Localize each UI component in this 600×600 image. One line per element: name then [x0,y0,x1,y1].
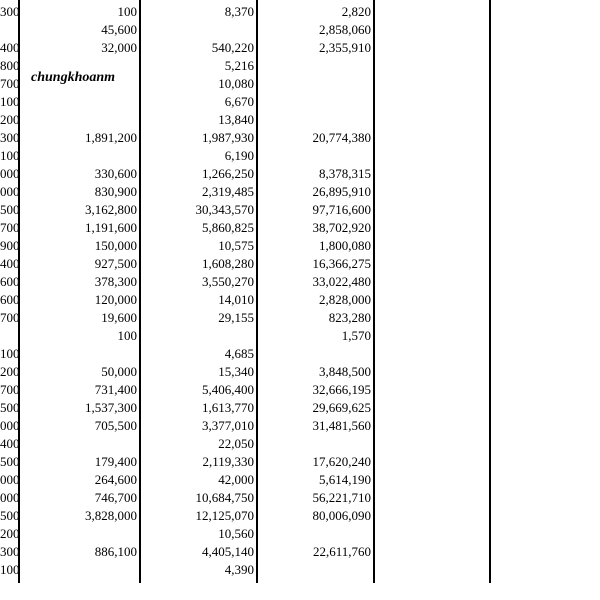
table-row [0,344,600,362]
table-cell: 500 [0,202,20,217]
table-cell: 16,366,275 [312,256,371,271]
table-cell: 100 [0,148,20,163]
table-cell: 1,537,300 [85,400,137,415]
table-cell: 264,600 [94,472,137,487]
table-cell: 2,828,000 [319,292,371,307]
table-cell: 97,716,600 [312,202,371,217]
table-row [0,146,600,164]
table-cell: 100 [0,94,20,109]
table-cell: 5,406,400 [202,382,254,397]
table-cell: 600 [0,274,20,289]
table-cell: 56,221,710 [312,490,371,505]
table-cell [270,112,371,128]
table-cell: 5,860,825 [202,220,254,235]
table-cell: 32,000 [101,40,137,55]
table-row [0,290,600,308]
table-cell: 1,191,600 [85,220,137,235]
table-cell: 700 [0,382,20,397]
table-cell: 17,620,240 [312,454,371,469]
table-cell: 20,774,380 [312,130,371,145]
table-cell [270,526,371,542]
table-row [0,362,600,380]
table-cell: 10,080 [218,76,254,91]
table-cell: 80,006,090 [312,508,371,523]
table-cell: 29,669,625 [312,400,371,415]
table-cell: 10,560 [218,526,254,541]
table-row [0,182,600,200]
table-cell [40,112,137,128]
table-cell: 5,216 [224,58,254,73]
table-row [0,308,600,326]
table-cell: 100 [117,4,137,19]
table-cell: 15,340 [218,364,254,379]
table-row [0,2,600,20]
table-cell: 5,614,190 [319,472,371,487]
table-cell: 600 [0,292,20,307]
watermark: chungkhoanm [31,70,116,85]
table-row [0,236,600,254]
table-cell [40,94,137,110]
table-cell [40,526,137,542]
table-cell [40,436,137,452]
table-cell: 830,900 [94,184,137,199]
table-cell: 800 [0,58,20,73]
table-cell [270,148,371,164]
table-cell: 2,319,485 [202,184,254,199]
table-cell [270,436,371,452]
table-row [0,200,600,218]
table-cell [270,562,371,578]
table-cell: 000 [0,490,20,505]
table-cell: 13,840 [218,112,254,127]
table-cell: 900 [0,238,20,253]
table-cell [40,148,137,164]
table-cell: 4,405,140 [202,544,254,559]
table-cell: 30,343,570 [195,202,254,217]
table-cell: 540,220 [211,40,254,55]
table-cell [270,58,371,74]
table-row [0,164,600,182]
table-cell: 200 [0,364,20,379]
table-cell: 500 [0,454,20,469]
table-cell: 33,022,480 [312,274,371,289]
table-cell: 1,266,250 [202,166,254,181]
table-row [0,452,600,470]
table-row [0,524,600,542]
table-row [0,506,600,524]
table-cell: 731,400 [94,382,137,397]
table-cell: 400 [0,256,20,271]
table-cell [0,328,17,344]
table-cell: 823,280 [328,310,371,325]
table-cell: 000 [0,184,20,199]
table-row [0,272,600,290]
table-cell: 200 [0,526,20,541]
table-cell: 3,377,010 [202,418,254,433]
table-cell: 1,987,930 [202,130,254,145]
table-cell: 1,570 [341,328,371,343]
table-cell: 19,600 [101,310,137,325]
table-cell: 32,666,195 [312,382,371,397]
table-cell: 6,190 [224,148,254,163]
table-cell: 4,390 [224,562,254,577]
table-cell: 400 [0,436,20,451]
table-row [0,218,600,236]
table-cell: 22,611,760 [312,544,371,559]
table-cell: 705,500 [94,418,137,433]
table-cell: 500 [0,400,20,415]
table-cell: 886,100 [94,544,137,559]
table-cell [40,562,137,578]
table-cell: 000 [0,418,20,433]
table-row [0,110,600,128]
table-cell: 2,355,910 [319,40,371,55]
table-cell: 700 [0,310,20,325]
table-cell: 3,550,270 [202,274,254,289]
table-cell: 2,820 [341,4,371,19]
table-cell: 2,119,330 [202,454,254,469]
table-cell [270,94,371,110]
table-cell: 200 [0,112,20,127]
table-cell: 300 [0,4,20,19]
table-cell: 1,800,080 [319,238,371,253]
table-cell: 700 [0,76,20,91]
table-cell: 10,684,750 [195,490,254,505]
table-cell: 000 [0,472,20,487]
table-cell: 330,600 [94,166,137,181]
table-cell: 38,702,920 [312,220,371,235]
table-cell: 50,000 [101,364,137,379]
table-row [0,380,600,398]
table-row [0,20,600,38]
table-cell: 179,400 [94,454,137,469]
table-cell: 1,891,200 [85,130,137,145]
table-cell: 8,370 [224,4,254,19]
table-row [0,128,600,146]
table-cell: 3,828,000 [85,508,137,523]
table-row [0,560,600,578]
table-cell: 42,000 [218,472,254,487]
table-row [0,434,600,452]
table-cell: 14,010 [218,292,254,307]
table-cell: 500 [0,508,20,523]
table-cell: 31,481,560 [312,418,371,433]
table-cell: 400 [0,40,20,55]
table-cell: 000 [0,166,20,181]
table-cell: 150,000 [94,238,137,253]
table-cell: 45,600 [101,22,137,37]
table-cell [150,328,254,344]
table-row [0,416,600,434]
table-cell: 100 [117,328,137,343]
table-cell: 746,700 [94,490,137,505]
table-cell: 26,895,910 [312,184,371,199]
table-cell: 120,000 [94,292,137,307]
table-row [0,38,600,56]
table-row [0,254,600,272]
table-row [0,470,600,488]
table-cell: 700 [0,220,20,235]
table-row [0,488,600,506]
table-cell: 378,300 [94,274,137,289]
table-row [0,398,600,416]
table-cell [40,346,137,362]
table-row [0,92,600,110]
table-cell: 2,858,060 [319,22,371,37]
table-cell: 3,162,800 [85,202,137,217]
table-cell [0,22,17,38]
table-cell: 1,613,770 [202,400,254,415]
table-cell: 22,050 [218,436,254,451]
table-cell: 100 [0,346,20,361]
table-cell: 927,500 [94,256,137,271]
table-cell: 6,670 [224,94,254,109]
table-cell [270,346,371,362]
table-cell: 4,685 [224,346,254,361]
table-cell [150,22,254,38]
table-row [0,542,600,560]
table-cell: 12,125,070 [195,508,254,523]
table-cell: 29,155 [218,310,254,325]
table-cell: 10,575 [218,238,254,253]
table-cell [270,76,371,92]
table-cell: 300 [0,544,20,559]
table-row [0,326,600,344]
table-cell: 300 [0,130,20,145]
table-cell: 8,378,315 [319,166,371,181]
table-cell: 3,848,500 [319,364,371,379]
table-cell: 100 [0,562,20,577]
table-cell: 1,608,280 [202,256,254,271]
